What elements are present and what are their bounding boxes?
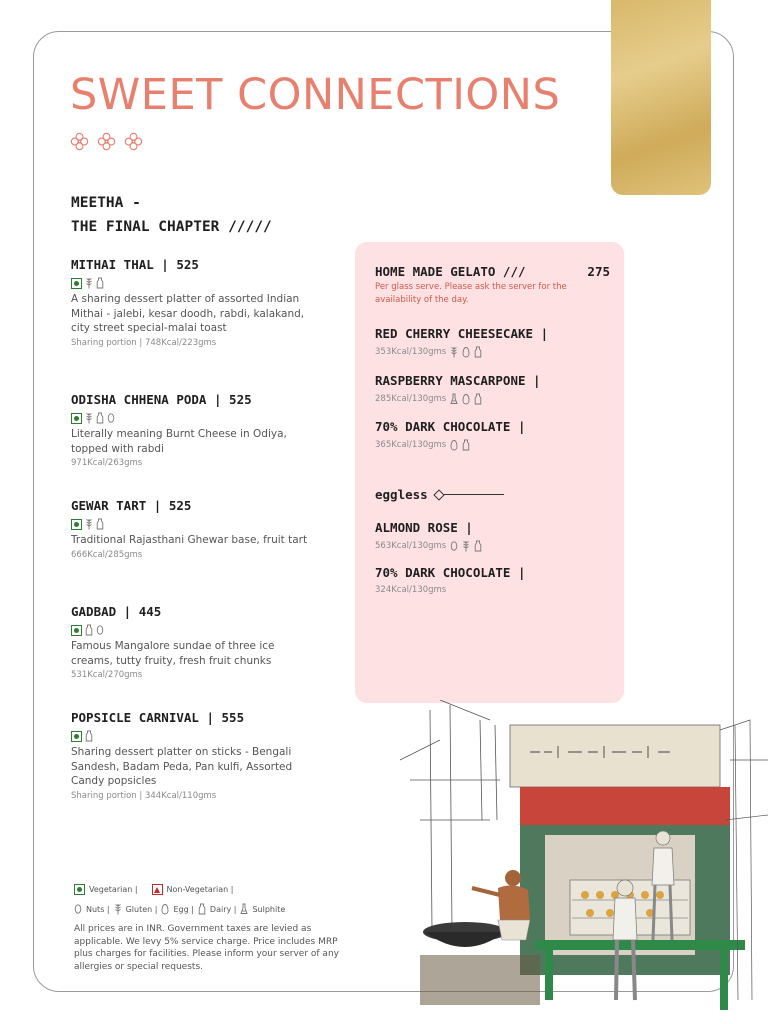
menu-item	[71, 604, 311, 680]
section-title-line: MEETHA -	[71, 195, 141, 211]
gelato-flavour	[375, 520, 605, 552]
flower-icon	[97, 132, 116, 151]
page-title: SWEET CONNECTIONS	[70, 70, 561, 120]
gelato-panel	[355, 242, 624, 703]
flavour-name: ALMOND ROSE |	[375, 520, 473, 535]
dietary-icons	[71, 730, 311, 742]
flower-ornaments	[70, 132, 143, 151]
gelato-title: HOME MADE GELATO ///	[375, 264, 526, 279]
legend-dairy: Dairy |	[209, 904, 237, 914]
gelato-price: 275	[587, 264, 610, 279]
nuts-icon	[107, 412, 115, 424]
legend-veg: Vegetarian |	[89, 885, 138, 894]
item-name: POPSICLE CARNIVAL | 555	[71, 710, 245, 725]
decorative-tape	[611, 0, 711, 195]
gluten-icon	[462, 540, 470, 552]
dairy-icon	[474, 393, 482, 405]
nuts-icon	[74, 903, 82, 915]
flower-icon	[70, 132, 89, 151]
flavour-nutrition: 563Kcal/130gms	[375, 541, 447, 551]
gluten-icon	[450, 346, 458, 358]
nonveg-icon	[152, 884, 163, 895]
gelato-flavour	[375, 419, 605, 451]
flavour-nutrition: 353Kcal/130gms	[375, 347, 447, 357]
dairy-icon	[96, 277, 104, 289]
gluten-icon	[85, 277, 93, 289]
dairy-icon	[96, 518, 104, 530]
eggless-label: eggless	[375, 487, 428, 502]
flower-icon	[124, 132, 143, 151]
dairy-icon	[198, 903, 206, 915]
egg-icon	[161, 903, 169, 915]
item-nutrition: 666Kcal/285gms	[71, 549, 143, 560]
veg-icon	[71, 413, 82, 424]
dietary-legend	[74, 884, 342, 973]
legend-nonveg: Non-Vegetarian |	[166, 885, 234, 894]
flavour-name: 70% DARK CHOCOLATE |	[375, 565, 526, 580]
nuts-icon	[450, 540, 458, 552]
item-name: ODISHA CHHENA PODA | 525	[71, 392, 252, 407]
gelato-flavour	[375, 565, 605, 595]
item-description: Sharing dessert platter on sticks - Bengali Sandesh, Badam Peda, Pan kulfi, Assorted Candy popsicles	[71, 746, 293, 787]
item-description: A sharing dessert platter of assorted Indian Mithai - jalebi, kesar doodh, rabdi, kalakand, city street special-malai toast	[71, 293, 305, 334]
menu-item	[71, 498, 311, 560]
gelato-flavour	[375, 326, 605, 358]
gluten-icon	[85, 412, 93, 424]
dairy-icon	[96, 412, 104, 424]
gelato-flavour	[375, 373, 605, 405]
flavour-nutrition: 285Kcal/130gms	[375, 394, 447, 404]
dairy-icon	[474, 540, 482, 552]
item-nutrition: Sharing portion | 344Kcal/110gms	[71, 790, 217, 801]
sulphite-icon	[240, 903, 248, 915]
item-name: GADBAD | 445	[71, 604, 162, 619]
veg-icon	[74, 884, 85, 895]
menu-item	[71, 392, 311, 468]
dietary-icons	[71, 518, 311, 530]
dairy-icon	[85, 624, 93, 636]
dairy-icon	[85, 730, 93, 742]
gluten-icon	[114, 903, 122, 915]
flavour-nutrition: 365Kcal/130gms	[375, 440, 447, 450]
flavour-name: 70% DARK CHOCOLATE |	[375, 419, 526, 434]
veg-icon	[71, 731, 82, 742]
item-description: Literally meaning Burnt Cheese in Odiya, topped with rabdi	[71, 428, 287, 455]
sweet-shop-illustration	[380, 700, 768, 1024]
dietary-icons	[71, 277, 311, 289]
flavour-name: RED CHERRY CHEESECAKE |	[375, 326, 549, 341]
item-name: MITHAI THAL | 525	[71, 257, 199, 272]
dietary-icons	[71, 412, 311, 424]
diamond-icon	[433, 489, 444, 500]
divider-line	[444, 494, 504, 495]
section-title-line: THE FINAL CHAPTER /////	[71, 219, 272, 235]
legend-sulphite: Sulphite	[252, 904, 286, 914]
egg-icon	[462, 393, 470, 405]
eggless-divider	[375, 487, 504, 502]
veg-icon	[71, 519, 82, 530]
sulphite-icon	[450, 393, 458, 405]
flavour-name: RASPBERRY MASCARPONE |	[375, 373, 541, 388]
egg-icon	[462, 346, 470, 358]
menu-item	[71, 257, 311, 348]
gelato-note: Per glass serve. Please ask the server for the availability of the day.	[375, 282, 567, 305]
dairy-icon	[474, 346, 482, 358]
legend-note: All prices are in INR. Government taxes are levied as applicable. We levy 5% service charge. Price includes MRP plus charges for facilities. Please inform your server of any allergies or special requests.	[74, 924, 339, 972]
egg-icon	[450, 439, 458, 451]
item-nutrition: 531Kcal/270gms	[71, 670, 143, 680]
menu-item	[71, 710, 311, 801]
nuts-icon	[96, 624, 104, 636]
legend-gluten: Gluten |	[125, 904, 158, 914]
veg-icon	[71, 625, 82, 636]
gluten-icon	[85, 518, 93, 530]
item-nutrition: 971Kcal/263gms	[71, 458, 143, 468]
dairy-icon	[462, 439, 470, 451]
item-description: Famous Mangalore sundae of three ice creams, tutty fruity, fresh fruit chunks	[71, 640, 275, 667]
gelato-heading	[375, 264, 610, 279]
legend-egg: Egg |	[173, 904, 194, 914]
item-description: Traditional Rajasthani Ghewar base, fruit tart	[71, 534, 308, 546]
dietary-icons	[71, 624, 311, 636]
section-title	[71, 191, 272, 239]
item-name: GEWAR TART | 525	[71, 498, 192, 513]
flavour-nutrition: 324Kcal/130gms	[375, 585, 447, 595]
item-nutrition: Sharing portion | 748Kcal/223gms	[71, 337, 217, 348]
legend-nuts: Nuts |	[86, 904, 110, 914]
veg-icon	[71, 278, 82, 289]
